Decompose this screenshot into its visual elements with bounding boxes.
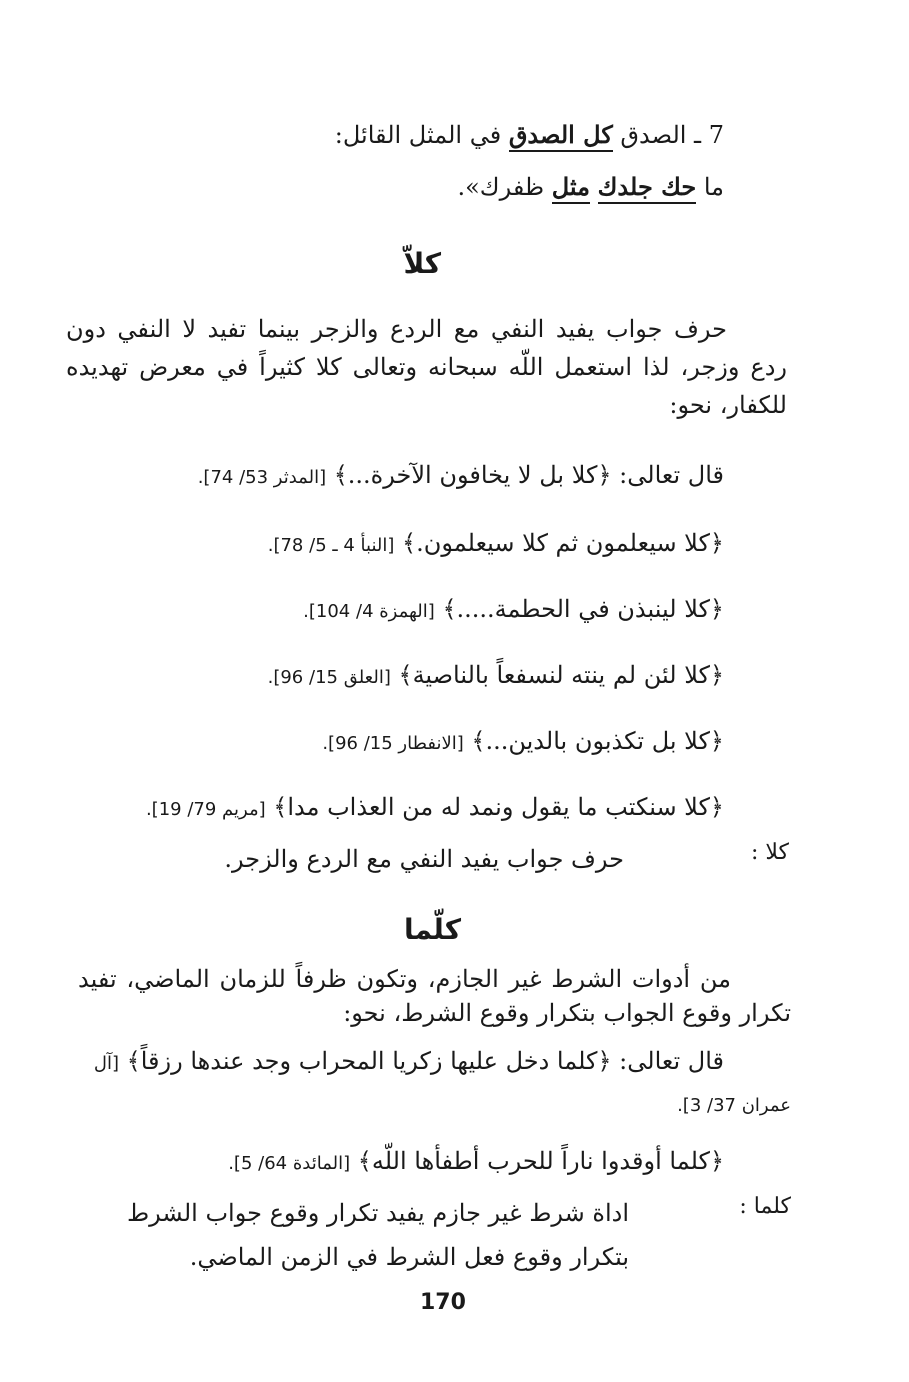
kalla-quote-1 [198, 458, 724, 495]
quote-text: قال تعالى: ﴿كلما دخل عليها زكريا المحراب وجد عندها رزقاً﴾ [126, 1047, 724, 1075]
kalla-quote-5 [322, 724, 724, 761]
quote-text: ﴿كلا لئن لم ينته لنسفعاً بالناصية﴾ [398, 661, 724, 689]
section-heading-kalla: كلاّ [403, 247, 441, 280]
kalla-intro-paragraph: حرف جواب يفيد النفي مع الردع والزجر بينما تفيد لا النفي دون ردع وزجر، لذا استعمل اللّه سبحانه وتعالى كلا كثيراً في معرض تهديده للكفار، نحو: [66, 315, 787, 419]
quote-text: ﴿كلا لينبذن في الحطمة.....﴾ [442, 595, 724, 623]
example-7-suffix: في المثل القائل: [334, 121, 509, 149]
quote-reference: [الهمزة 4/ 104]. [303, 601, 435, 622]
quote-reference: [العلق 15/ 96]. [267, 667, 391, 688]
kalla-quote-4 [268, 658, 724, 695]
quote-reference-part-2: عمران 37/ 3]. [677, 1095, 791, 1116]
example-7-line-1 [335, 118, 724, 152]
quote-reference: [النبأ 4 ـ 5/ 78]. [267, 535, 395, 556]
kullama-intro-paragraph: من أدوات الشرط غير الجازم، وتكون ظرفاً للزمان الماضي، تفيد تكرار وقوع الجواب بتكرار وقوع الشرط، نحو: [78, 965, 791, 1027]
quote-text: ﴿كلما أوقدوا ناراً للحرب أطفأها اللّه﴾ [357, 1147, 724, 1175]
quote-text: ﴿كلا سيعلمون ثم كلا سيعلمون.﴾ [402, 529, 724, 557]
example-7-line2-suffix: ظفرك». [457, 173, 552, 201]
example-7-underlined-phrase: كل الصدق [509, 120, 613, 152]
quote-text: قال تعالى: ﴿كلا بل لا يخافون الآخرة...﴾ [333, 461, 724, 489]
kalla-definition-text: حرف جواب يفيد النفي مع الردع والزجر. [224, 845, 624, 873]
quote-reference: [المائدة 64/ 5]. [228, 1153, 351, 1174]
quote-reference: [الانفطار 15/ 96]. [322, 733, 464, 754]
kullama-quote-1 [94, 1044, 724, 1081]
kalla-definition-term: كلا : [750, 840, 789, 865]
example-7-prefix: 7 ـ الصدق [612, 121, 724, 149]
kalla-quote-6 [146, 790, 724, 827]
page-number: 170 [420, 1290, 466, 1315]
section-heading-kullama: كلّما [404, 913, 461, 946]
kullama-quote-1-ref-continued [677, 1086, 791, 1123]
example-7-line2-prefix: ما [696, 173, 724, 201]
quote-reference: [مريم 79/ 19]. [145, 799, 266, 820]
quote-text: ﴿كلا سنكتب ما يقول ونمد له من العذاب مدا﴾ [273, 793, 724, 821]
quote-text: ﴿كلا بل تكذبون بالدين...﴾ [471, 727, 724, 755]
quote-reference: [المدثر 53/ 74]. [197, 467, 327, 488]
example-7-line-2 [457, 170, 724, 204]
quote-reference-part-1: [آل [93, 1053, 120, 1074]
example-7-underlined-2: مثل [552, 172, 590, 204]
kullama-definition-line-1: اداة شرط غير جازم يفيد تكرار وقوع جواب الشرط [126, 1199, 629, 1227]
kalla-quote-3 [303, 592, 724, 629]
kalla-quote-2 [268, 526, 724, 563]
kullama-quote-2 [228, 1144, 724, 1181]
kullama-definition-term: كلما : [739, 1194, 791, 1219]
example-7-underlined-1: حك جلدك [598, 172, 697, 204]
example-7-line2-space [590, 173, 598, 201]
kullama-definition-line-2: بتكرار وقوع فعل الشرط في الزمن الماضي. [189, 1243, 629, 1271]
